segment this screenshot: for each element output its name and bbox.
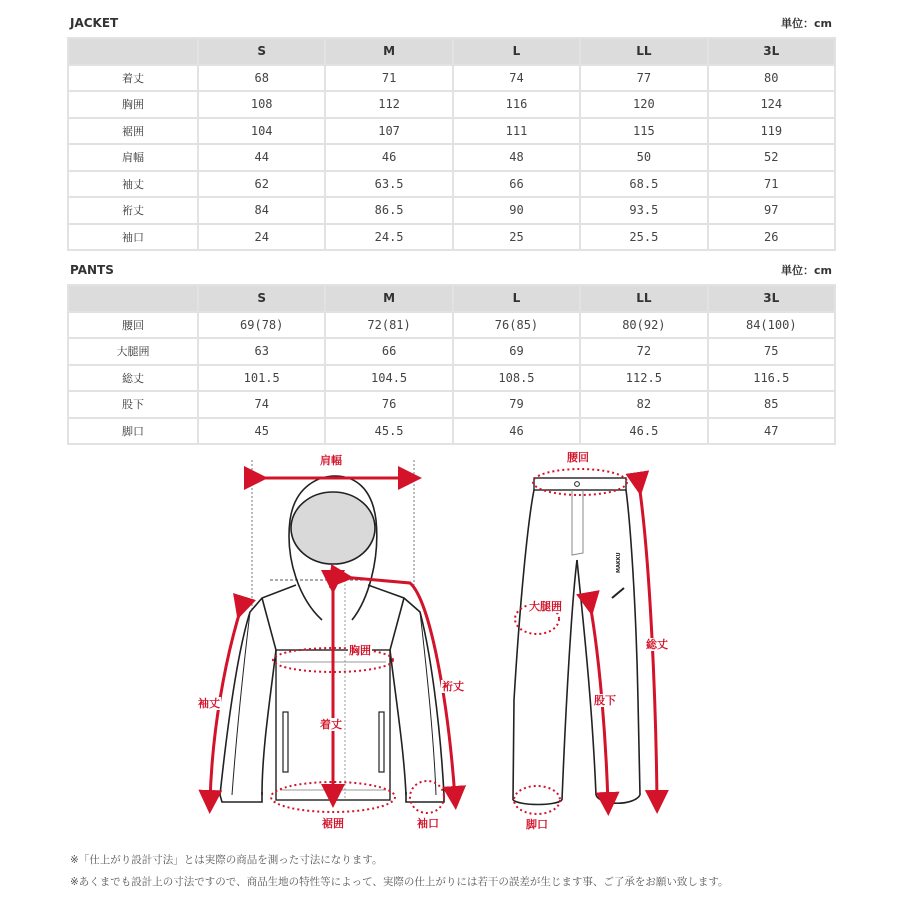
table-cell: 86.5 — [325, 197, 452, 224]
table-cell: 111 — [453, 118, 580, 145]
footnotes — [70, 849, 870, 893]
table-row — [68, 91, 835, 118]
table-row — [68, 118, 835, 145]
label-waist: 腰回 — [567, 451, 589, 464]
table-cell: 104.5 — [325, 365, 452, 392]
pants-brand-mark: MAKKU — [616, 552, 622, 573]
table-cell: 25 — [453, 224, 580, 251]
table-header-row — [68, 285, 835, 312]
table-cell: 93.5 — [580, 197, 707, 224]
table-row — [68, 391, 835, 418]
table-cell: 45 — [198, 418, 325, 445]
table-cell: 97 — [708, 197, 835, 224]
row-label: 大腿囲 — [68, 338, 198, 365]
label-shoulder-width: 肩幅 — [320, 454, 342, 467]
table-cell: 52 — [708, 144, 835, 171]
table-cell: 69 — [453, 338, 580, 365]
table-cell: 116 — [453, 91, 580, 118]
table-header-row — [68, 38, 835, 65]
table-cell: 68 — [198, 65, 325, 92]
label-leg-opening: 脚口 — [526, 818, 548, 831]
table-cell: 26 — [708, 224, 835, 251]
table-cell: 46 — [325, 144, 452, 171]
header-cell-3l: 3L — [708, 285, 835, 312]
row-label: 腰回 — [68, 312, 198, 339]
label-total-length: 総丈 — [646, 638, 668, 651]
pants-drawing — [513, 478, 640, 805]
table-cell: 63 — [198, 338, 325, 365]
table-cell: 44 — [198, 144, 325, 171]
table-cell: 71 — [708, 171, 835, 198]
footnote-2: ※あくまでも設計上の寸法ですので、商品生地の特性等によって、実際の仕上がりには若干の誤差が生じます事、ご了承をお願い致します。 — [70, 876, 729, 888]
table-cell: 116.5 — [708, 365, 835, 392]
table-cell: 124 — [708, 91, 835, 118]
table-cell: 50 — [580, 144, 707, 171]
header-cell-m: M — [325, 285, 452, 312]
table-row — [68, 144, 835, 171]
table-row — [68, 338, 835, 365]
table-cell: 69(78) — [198, 312, 325, 339]
label-thigh: 大腿囲 — [529, 600, 562, 613]
table-cell: 72(81) — [325, 312, 452, 339]
label-length: 着丈 — [320, 718, 342, 731]
table-row — [68, 171, 835, 198]
jacket-section-header — [70, 14, 832, 32]
label-sleeve-length: 袖丈 — [198, 697, 220, 710]
table-cell: 76(85) — [453, 312, 580, 339]
header-cell-3l: 3L — [708, 38, 835, 65]
table-cell: 66 — [453, 171, 580, 198]
measurement-diagram — [0, 440, 900, 850]
table-cell: 112.5 — [580, 365, 707, 392]
table-row — [68, 312, 835, 339]
garment-illustration — [0, 440, 900, 850]
table-cell: 75 — [708, 338, 835, 365]
table-cell: 107 — [325, 118, 452, 145]
label-chest: 胸囲 — [349, 644, 371, 657]
header-cell-empty — [68, 38, 198, 65]
table-cell: 63.5 — [325, 171, 452, 198]
table-cell: 46 — [453, 418, 580, 445]
table-cell: 101.5 — [198, 365, 325, 392]
label-cuff: 袖口 — [417, 817, 439, 830]
table-cell: 46.5 — [580, 418, 707, 445]
table-cell: 71 — [325, 65, 452, 92]
label-hem: 裾囲 — [322, 817, 344, 830]
header-cell-empty — [68, 285, 198, 312]
table-cell: 48 — [453, 144, 580, 171]
header-cell-l: L — [453, 285, 580, 312]
pants-title: PANTS — [70, 263, 114, 277]
table-cell: 79 — [453, 391, 580, 418]
row-label: 裄丈 — [68, 197, 198, 224]
table-cell: 66 — [325, 338, 452, 365]
header-cell-s: S — [198, 38, 325, 65]
row-label: 股下 — [68, 391, 198, 418]
table-cell: 84 — [198, 197, 325, 224]
row-label: 肩幅 — [68, 144, 198, 171]
table-cell: 25.5 — [580, 224, 707, 251]
table-cell: 74 — [198, 391, 325, 418]
table-cell: 104 — [198, 118, 325, 145]
table-row — [68, 365, 835, 392]
table-cell: 119 — [708, 118, 835, 145]
table-cell: 24 — [198, 224, 325, 251]
header-cell-l: L — [453, 38, 580, 65]
table-cell: 62 — [198, 171, 325, 198]
table-cell: 82 — [580, 391, 707, 418]
row-label: 総丈 — [68, 365, 198, 392]
table-cell: 72 — [580, 338, 707, 365]
table-cell: 24.5 — [325, 224, 452, 251]
table-cell: 112 — [325, 91, 452, 118]
table-cell: 85 — [708, 391, 835, 418]
header-cell-s: S — [198, 285, 325, 312]
label-yuki-length: 裄丈 — [442, 680, 464, 693]
table-cell: 84(100) — [708, 312, 835, 339]
row-label: 袖口 — [68, 224, 198, 251]
table-cell: 120 — [580, 91, 707, 118]
pants-section-header — [70, 261, 832, 279]
header-cell-ll: LL — [580, 285, 707, 312]
jacket-unit-label: 単位：cm — [781, 17, 832, 30]
table-row — [68, 224, 835, 251]
table-cell: 108 — [198, 91, 325, 118]
row-label: 袖丈 — [68, 171, 198, 198]
table-row — [68, 197, 835, 224]
header-cell-m: M — [325, 38, 452, 65]
header-cell-ll: LL — [580, 38, 707, 65]
table-cell: 77 — [580, 65, 707, 92]
row-label: 着丈 — [68, 65, 198, 92]
table-cell: 80(92) — [580, 312, 707, 339]
footnote-1: ※「仕上がり設計寸法」とは実際の商品を測った寸法になります。 — [70, 854, 383, 866]
row-label: 脚口 — [68, 418, 198, 445]
pants-size-table — [67, 284, 836, 445]
row-label: 胸囲 — [68, 91, 198, 118]
label-inseam: 股下 — [594, 694, 616, 707]
jacket-size-table — [67, 37, 836, 251]
pants-unit-label: 単位：cm — [781, 264, 832, 277]
table-cell: 45.5 — [325, 418, 452, 445]
table-cell: 76 — [325, 391, 452, 418]
row-label: 裾囲 — [68, 118, 198, 145]
table-cell: 74 — [453, 65, 580, 92]
table-cell: 115 — [580, 118, 707, 145]
table-cell: 108.5 — [453, 365, 580, 392]
table-cell: 80 — [708, 65, 835, 92]
table-cell: 47 — [708, 418, 835, 445]
table-row — [68, 65, 835, 92]
jacket-title: JACKET — [70, 16, 119, 30]
table-cell: 90 — [453, 197, 580, 224]
table-cell: 68.5 — [580, 171, 707, 198]
